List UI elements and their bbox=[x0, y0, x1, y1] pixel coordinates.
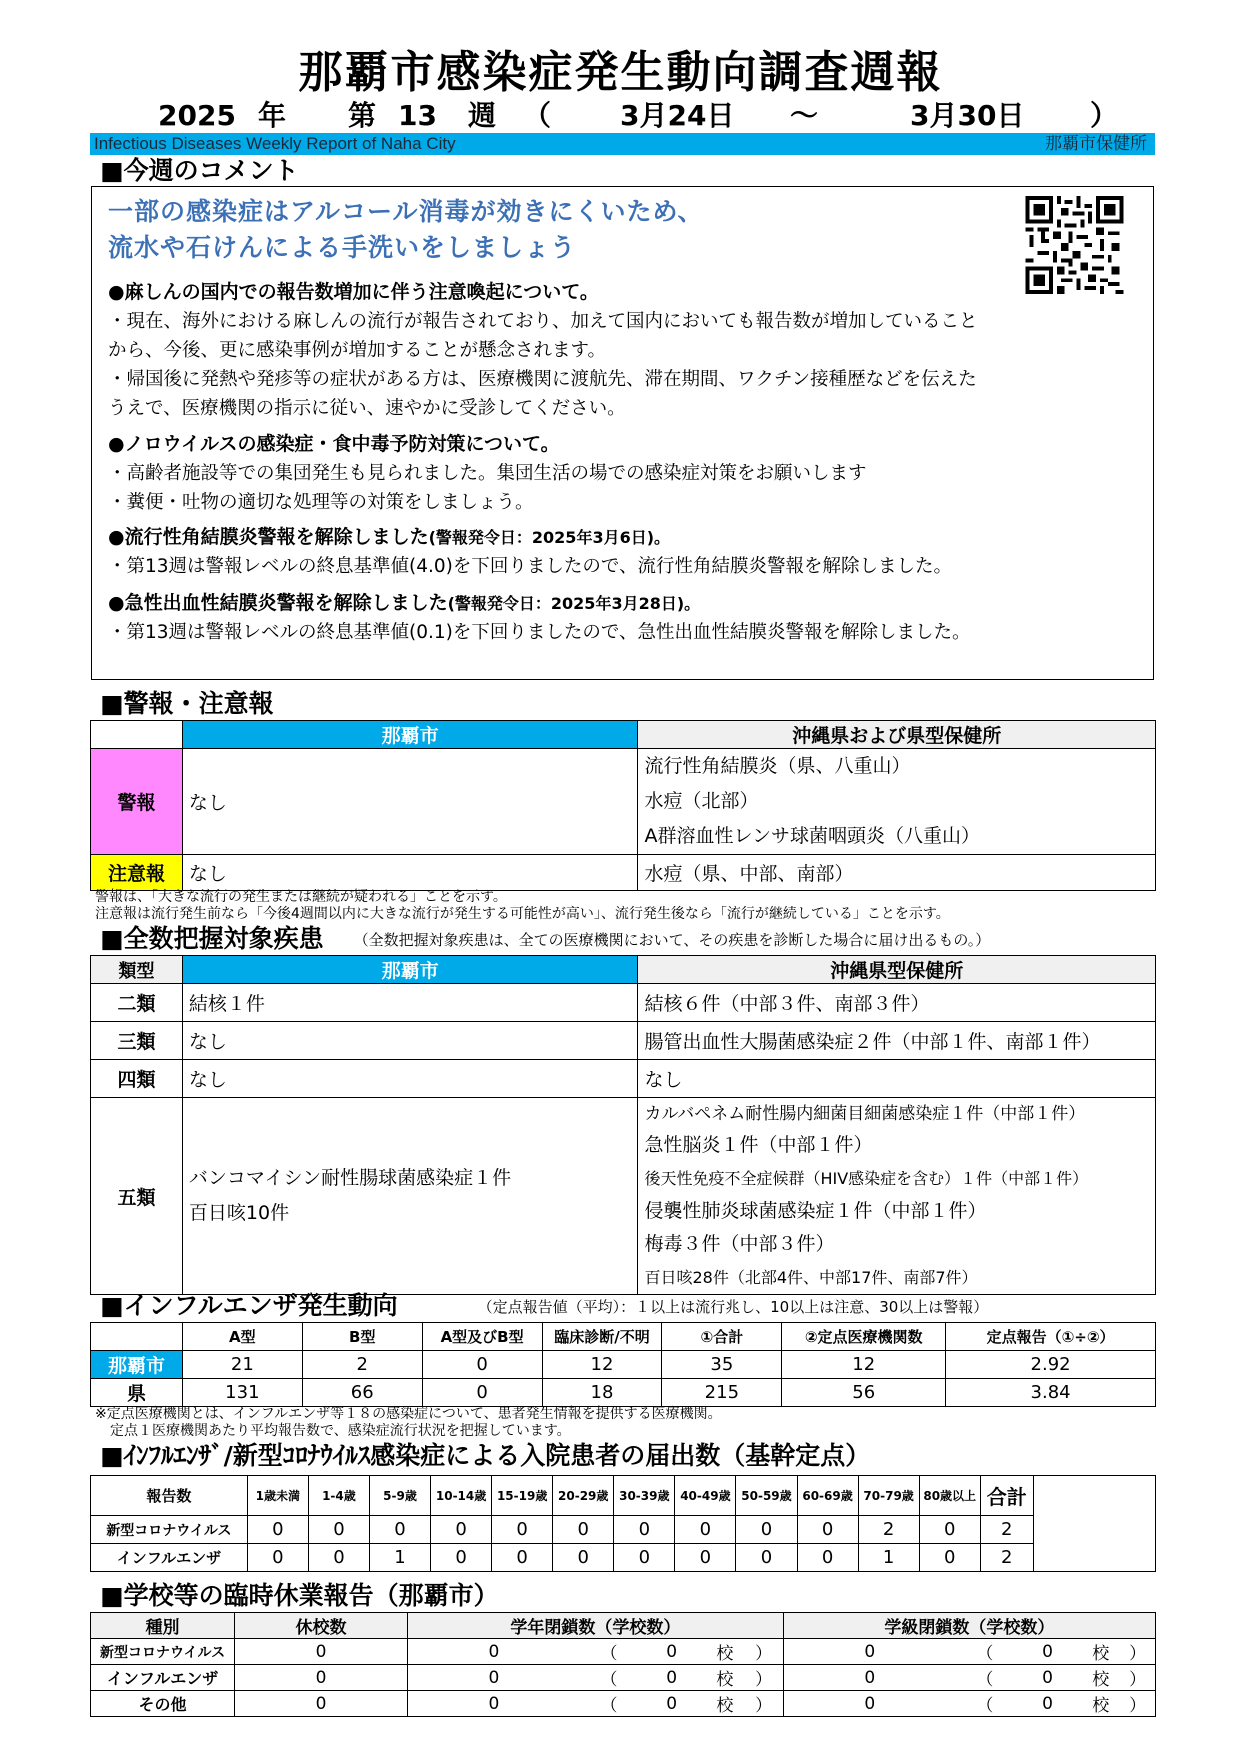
hosp-cell: 0 bbox=[553, 1544, 614, 1572]
hosp-cell: 2 bbox=[858, 1516, 919, 1544]
warning-pref-item: 水痘（北部） bbox=[644, 790, 759, 812]
week-number: 13 bbox=[398, 99, 437, 132]
type-label: 三類 bbox=[91, 1022, 183, 1060]
report-year: 2025 bbox=[158, 99, 236, 132]
hosp-cell: 0 bbox=[797, 1516, 858, 1544]
flu-header: B型 bbox=[302, 1323, 422, 1351]
flu-cell: 12 bbox=[542, 1351, 662, 1379]
alerts-note-1: 警報は、「大きな流行の発生または継続が疑われる」ことを示す。 bbox=[95, 889, 507, 905]
type-pref-item: 侵襲性肺炎球菌感染症１件（中部１件） bbox=[644, 1200, 987, 1222]
comment-heading-ahc bbox=[108, 590, 700, 617]
type-city bbox=[182, 1098, 638, 1295]
year-unit: 年 bbox=[258, 99, 287, 132]
comment-heading-date: (警報発令日：2025年3月28日)。 bbox=[447, 594, 701, 613]
school-grade: 0 bbox=[407, 1639, 580, 1665]
paren-close: ） bbox=[1090, 99, 1119, 132]
type-pref bbox=[638, 1098, 1156, 1295]
influenza-note: （定点報告値（平均）：１以上は流行兆し、10以上は注意、30以上は警報） bbox=[477, 1298, 989, 1316]
paren-close: ） bbox=[744, 1691, 783, 1717]
hosp-cell: 1 bbox=[369, 1544, 430, 1572]
school-grade: 0 bbox=[407, 1691, 580, 1717]
warning-pref bbox=[638, 749, 1156, 855]
hosp-header: 1-4歳 bbox=[308, 1476, 369, 1516]
notifiable-col-type: 類型 bbox=[91, 956, 183, 984]
warning-label: 警報 bbox=[91, 749, 183, 855]
warning-city: なし bbox=[182, 749, 638, 855]
qr-code-icon bbox=[1018, 196, 1131, 294]
paren-open: （ bbox=[956, 1691, 1014, 1717]
hosp-cell: 0 bbox=[431, 1544, 492, 1572]
type-pref: なし bbox=[638, 1060, 1156, 1098]
type-city: なし bbox=[182, 1060, 638, 1098]
school-section-title: ■学校等の臨時休業報告（那覇市） bbox=[100, 1581, 499, 1610]
school-row-label: その他 bbox=[91, 1691, 235, 1717]
period-tilde: ～ bbox=[790, 99, 819, 132]
alerts-note-2: 注意報は流行発生前なら「今後4週間以内に大きな流行が発生する可能性が高い」、流行発生後なら「流行が継続している」ことを示す。 bbox=[95, 906, 950, 922]
hosp-cell: 0 bbox=[736, 1516, 797, 1544]
comment-line: ・帰国後に発熱や発疹等の症状がある方は、医療機関に渡航先、滞在期間、ワクチン接種歴などを伝えた bbox=[108, 369, 977, 390]
type-pref: 腸管出血性大腸菌感染症２件（中部１件、南部１件） bbox=[638, 1022, 1156, 1060]
hosp-cell: 0 bbox=[308, 1516, 369, 1544]
hosp-cell: 0 bbox=[736, 1544, 797, 1572]
period-end: 3月30日 bbox=[910, 99, 1025, 132]
hosp-header: 1歳未満 bbox=[247, 1476, 308, 1516]
hosp-header: 20-29歳 bbox=[553, 1476, 614, 1516]
flu-header bbox=[91, 1323, 183, 1351]
hosp-cell: 0 bbox=[675, 1544, 736, 1572]
type-label: 二類 bbox=[91, 984, 183, 1022]
influenza-table bbox=[90, 1322, 1156, 1407]
hosp-spacer bbox=[1033, 1476, 1155, 1572]
comment-norovirus-body bbox=[108, 459, 1143, 517]
warning-pref-item: 流行性角結膜炎（県、八重山） bbox=[644, 755, 911, 777]
notifiable-col-pref: 沖縄県型保健所 bbox=[638, 956, 1156, 984]
hosp-header: 50-59歳 bbox=[736, 1476, 797, 1516]
school-class: 0 bbox=[783, 1639, 956, 1665]
headline-line-2: 流水や石けんによる手洗いをしましょう bbox=[108, 233, 577, 262]
hosp-cell: 2 bbox=[980, 1516, 1033, 1544]
caution-label: 注意報 bbox=[91, 855, 183, 891]
school-class-schools: 0 bbox=[1014, 1691, 1081, 1717]
comment-heading-date: (警報発令日：2025年3月6日)。 bbox=[428, 528, 671, 547]
comment-section-title: ■今週のコメント bbox=[100, 156, 299, 185]
warning-pref-item: A群溶血性レンサ球菌咽頭炎（八重山） bbox=[644, 825, 980, 847]
hosp-cell: 0 bbox=[492, 1544, 553, 1572]
hosp-header: 70-79歳 bbox=[858, 1476, 919, 1516]
hosp-header: 報告数 bbox=[91, 1476, 248, 1516]
flu-header: A型 bbox=[182, 1323, 302, 1351]
type-pref-item: 急性脳炎１件（中部１件） bbox=[644, 1134, 873, 1156]
flu-cell: 18 bbox=[542, 1379, 662, 1407]
hosp-cell: 0 bbox=[553, 1516, 614, 1544]
english-title: Infectious Diseases Weekly Report of Naha City bbox=[94, 134, 456, 153]
flu-cell: 35 bbox=[662, 1351, 782, 1379]
hosp-row-label: 新型コロナウイルス bbox=[91, 1516, 248, 1544]
hosp-cell: 0 bbox=[431, 1516, 492, 1544]
school-unit: 校 bbox=[1081, 1691, 1120, 1717]
comment-ekc-body bbox=[108, 552, 1143, 581]
hosp-cell: 0 bbox=[797, 1544, 858, 1572]
flu-row-label: 那覇市 bbox=[91, 1351, 183, 1379]
paren-open: （ bbox=[580, 1665, 638, 1691]
alerts-corner bbox=[91, 721, 183, 749]
paren-open: （ bbox=[956, 1665, 1014, 1691]
headline-line-1: 一部の感染症はアルコール消毒が効きにくいため、 bbox=[108, 197, 704, 226]
type-city-item: 百日咳10件 bbox=[188, 1202, 290, 1224]
hosp-header: 40-49歳 bbox=[675, 1476, 736, 1516]
notifiable-table bbox=[90, 955, 1156, 1295]
week-prefix: 第 bbox=[348, 99, 377, 132]
school-unit: 校 bbox=[1081, 1639, 1120, 1665]
comment-line: から、今後、更に感染事例が増加することが懸念されます。 bbox=[108, 340, 607, 361]
paren-close: ） bbox=[1120, 1639, 1155, 1665]
report-banner bbox=[90, 133, 1155, 155]
flu-cell: 131 bbox=[182, 1379, 302, 1407]
flu-cell: 66 bbox=[302, 1379, 422, 1407]
comment-line: うえで、医療機関の指示に従い、速やかに受診してください。 bbox=[108, 398, 626, 419]
school-class-schools: 0 bbox=[1014, 1665, 1081, 1691]
school-class-schools: 0 bbox=[1014, 1639, 1081, 1665]
school-row-label: インフルエンザ bbox=[91, 1665, 235, 1691]
flu-cell: 56 bbox=[782, 1379, 946, 1407]
school-closed: 0 bbox=[235, 1691, 408, 1717]
hosp-cell: 1 bbox=[858, 1544, 919, 1572]
hosp-cell: 0 bbox=[492, 1516, 553, 1544]
comment-heading-measles: ●麻しんの国内での報告数増加に伴う注意喚起について。 bbox=[108, 281, 599, 303]
comment-heading-ekc bbox=[108, 524, 670, 551]
alerts-col-city: 那覇市 bbox=[182, 721, 638, 749]
school-unit: 校 bbox=[1081, 1665, 1120, 1691]
type-pref-item: 後天性免疫不全症候群（HIV感染症を含む）１件（中部１件） bbox=[644, 1169, 1089, 1188]
hosp-header: 5-9歳 bbox=[369, 1476, 430, 1516]
page-title: 那覇市感染症発生動向調査週報 bbox=[298, 47, 943, 98]
school-closed: 0 bbox=[235, 1639, 408, 1665]
hosp-cell: 0 bbox=[369, 1516, 430, 1544]
paren-close: ） bbox=[744, 1665, 783, 1691]
hosp-row-label: インフルエンザ bbox=[91, 1544, 248, 1572]
comment-ahc-body bbox=[108, 618, 1143, 647]
comment-heading-norovirus: ●ノロウイルスの感染症・食中毒予防対策について。 bbox=[108, 433, 560, 455]
school-grade: 0 bbox=[407, 1665, 580, 1691]
school-header: 休校数 bbox=[235, 1613, 408, 1639]
comment-line: ・糞便・吐物の適切な処理等の対策をしましょう。 bbox=[108, 492, 534, 513]
influenza-note-1: ※定点医療機関とは、インフルエンザ等１８の感染症について、患者発生情報を提供する医療機関。 bbox=[95, 1406, 722, 1422]
type-city-item: バンコマイシン耐性腸球菌感染症１件 bbox=[188, 1167, 512, 1189]
school-unit: 校 bbox=[705, 1665, 744, 1691]
school-row-label: 新型コロナウイルス bbox=[91, 1639, 235, 1665]
school-header: 種別 bbox=[91, 1613, 235, 1639]
alerts-col-pref: 沖縄県および県型保健所 bbox=[638, 721, 1156, 749]
hosp-cell: 0 bbox=[614, 1516, 675, 1544]
notifiable-section-title bbox=[100, 925, 990, 954]
flu-header: ①合計 bbox=[662, 1323, 782, 1351]
school-table bbox=[90, 1612, 1156, 1717]
alerts-table bbox=[90, 720, 1156, 891]
hosp-cell: 0 bbox=[247, 1544, 308, 1572]
hosp-header: 60-69歳 bbox=[797, 1476, 858, 1516]
school-unit: 校 bbox=[705, 1691, 744, 1717]
school-closed: 0 bbox=[235, 1665, 408, 1691]
influenza-section-title bbox=[100, 1292, 988, 1321]
comment-line: ・高齢者施設等での集団発生も見られました。集団生活の場での感染症対策をお願いします bbox=[108, 463, 867, 484]
comment-measles-body bbox=[108, 307, 1143, 423]
notifiable-note: （全数把握対象疾患は、全ての医療機関において、その疾患を診断した場合に届け出るもの。） bbox=[353, 931, 991, 949]
caution-city: なし bbox=[182, 855, 638, 891]
paren-open: （ bbox=[580, 1691, 638, 1717]
hosp-header: 80歳以上 bbox=[919, 1476, 980, 1516]
flu-cell: 0 bbox=[422, 1351, 542, 1379]
flu-row-label: 県 bbox=[91, 1379, 183, 1407]
school-class: 0 bbox=[783, 1691, 956, 1717]
flu-cell: 2.92 bbox=[946, 1351, 1156, 1379]
school-header: 学年閉鎖数（学校数） bbox=[407, 1613, 783, 1639]
influenza-title-text: ■インフルエンザ発生動向 bbox=[100, 1291, 398, 1320]
hosp-header: 10-14歳 bbox=[431, 1476, 492, 1516]
flu-cell: 3.84 bbox=[946, 1379, 1156, 1407]
type-city: 結核１件 bbox=[182, 984, 638, 1022]
paren-close: ） bbox=[744, 1639, 783, 1665]
alerts-section-title: ■警報・注意報 bbox=[100, 689, 274, 718]
caution-pref: 水痘（県、中部、南部） bbox=[638, 855, 1156, 891]
hospital-section-title: ■ｲﾝﾌﾙｴﾝｻﾞ/新型ｺﾛﾅｳｲﾙｽ感染症による入院患者の届出数（基幹定点） bbox=[100, 1441, 871, 1470]
paren-close: ） bbox=[1120, 1665, 1155, 1691]
comment-heading-text: ●急性出血性結膜炎警報を解除しました bbox=[108, 592, 448, 614]
hosp-header: 合計 bbox=[980, 1476, 1033, 1516]
flu-header: 定点報告（①÷②） bbox=[946, 1323, 1156, 1351]
school-class: 0 bbox=[783, 1665, 956, 1691]
type-pref: 結核６件（中部３件、南部３件） bbox=[638, 984, 1156, 1022]
type-pref-item: 梅毒３件（中部３件） bbox=[644, 1233, 835, 1255]
hosp-header: 15-19歳 bbox=[492, 1476, 553, 1516]
type-pref-item: カルバペネム耐性腸内細菌目細菌感染症１件（中部１件） bbox=[644, 1104, 1086, 1124]
hosp-header: 30-39歳 bbox=[614, 1476, 675, 1516]
paren-open: （ bbox=[523, 99, 552, 132]
flu-header: 臨床診断/不明 bbox=[542, 1323, 662, 1351]
period-start: 3月24日 bbox=[620, 99, 735, 132]
organization: 那覇市保健所 bbox=[1045, 134, 1147, 154]
hosp-cell: 0 bbox=[247, 1516, 308, 1544]
flu-cell: 21 bbox=[182, 1351, 302, 1379]
week-unit: 週 bbox=[468, 99, 497, 132]
school-grade-schools: 0 bbox=[638, 1665, 705, 1691]
comment-line: ・第13週は警報レベルの終息基準値(0.1)を下回りましたので、急性出血性結膜炎警報を解除しました。 bbox=[108, 622, 971, 643]
flu-cell: 215 bbox=[662, 1379, 782, 1407]
type-pref-item: 百日咳28件（北部4件、中部17件、南部7件） bbox=[644, 1268, 978, 1287]
hosp-cell: 0 bbox=[614, 1544, 675, 1572]
comment-line: ・第13週は警報レベルの終息基準値(4.0)を下回りましたので、流行性角結膜炎警報を解除しました。 bbox=[108, 556, 953, 577]
paren-open: （ bbox=[580, 1639, 638, 1665]
comment-line: ・現在、海外における麻しんの流行が報告されており、加えて国内においても報告数が増加していること bbox=[108, 311, 978, 332]
notifiable-col-city: 那覇市 bbox=[182, 956, 638, 984]
school-unit: 校 bbox=[705, 1639, 744, 1665]
paren-close: ） bbox=[1120, 1691, 1155, 1717]
influenza-note-2: 定点１医療機関あたり平均報告数で、感染症流行状況を把握しています。 bbox=[110, 1423, 571, 1439]
comment-heading-text: ●流行性角結膜炎警報を解除しました bbox=[108, 526, 429, 548]
flu-header: ②定点医療機関数 bbox=[782, 1323, 946, 1351]
school-grade-schools: 0 bbox=[638, 1691, 705, 1717]
hosp-cell: 0 bbox=[675, 1516, 736, 1544]
school-header: 学級閉鎖数（学校数） bbox=[783, 1613, 1155, 1639]
paren-open: （ bbox=[956, 1639, 1014, 1665]
hospital-table bbox=[90, 1475, 1156, 1572]
type-label: 五類 bbox=[91, 1098, 183, 1295]
flu-header: A型及びB型 bbox=[422, 1323, 542, 1351]
hosp-cell: 0 bbox=[919, 1516, 980, 1544]
type-label: 四類 bbox=[91, 1060, 183, 1098]
type-city: なし bbox=[182, 1022, 638, 1060]
flu-cell: 12 bbox=[782, 1351, 946, 1379]
school-grade-schools: 0 bbox=[638, 1639, 705, 1665]
hosp-cell: 2 bbox=[980, 1544, 1033, 1572]
flu-cell: 2 bbox=[302, 1351, 422, 1379]
hosp-cell: 0 bbox=[308, 1544, 369, 1572]
flu-cell: 0 bbox=[422, 1379, 542, 1407]
hosp-cell: 0 bbox=[919, 1544, 980, 1572]
notifiable-title-text: ■全数把握対象疾患 bbox=[100, 924, 324, 953]
